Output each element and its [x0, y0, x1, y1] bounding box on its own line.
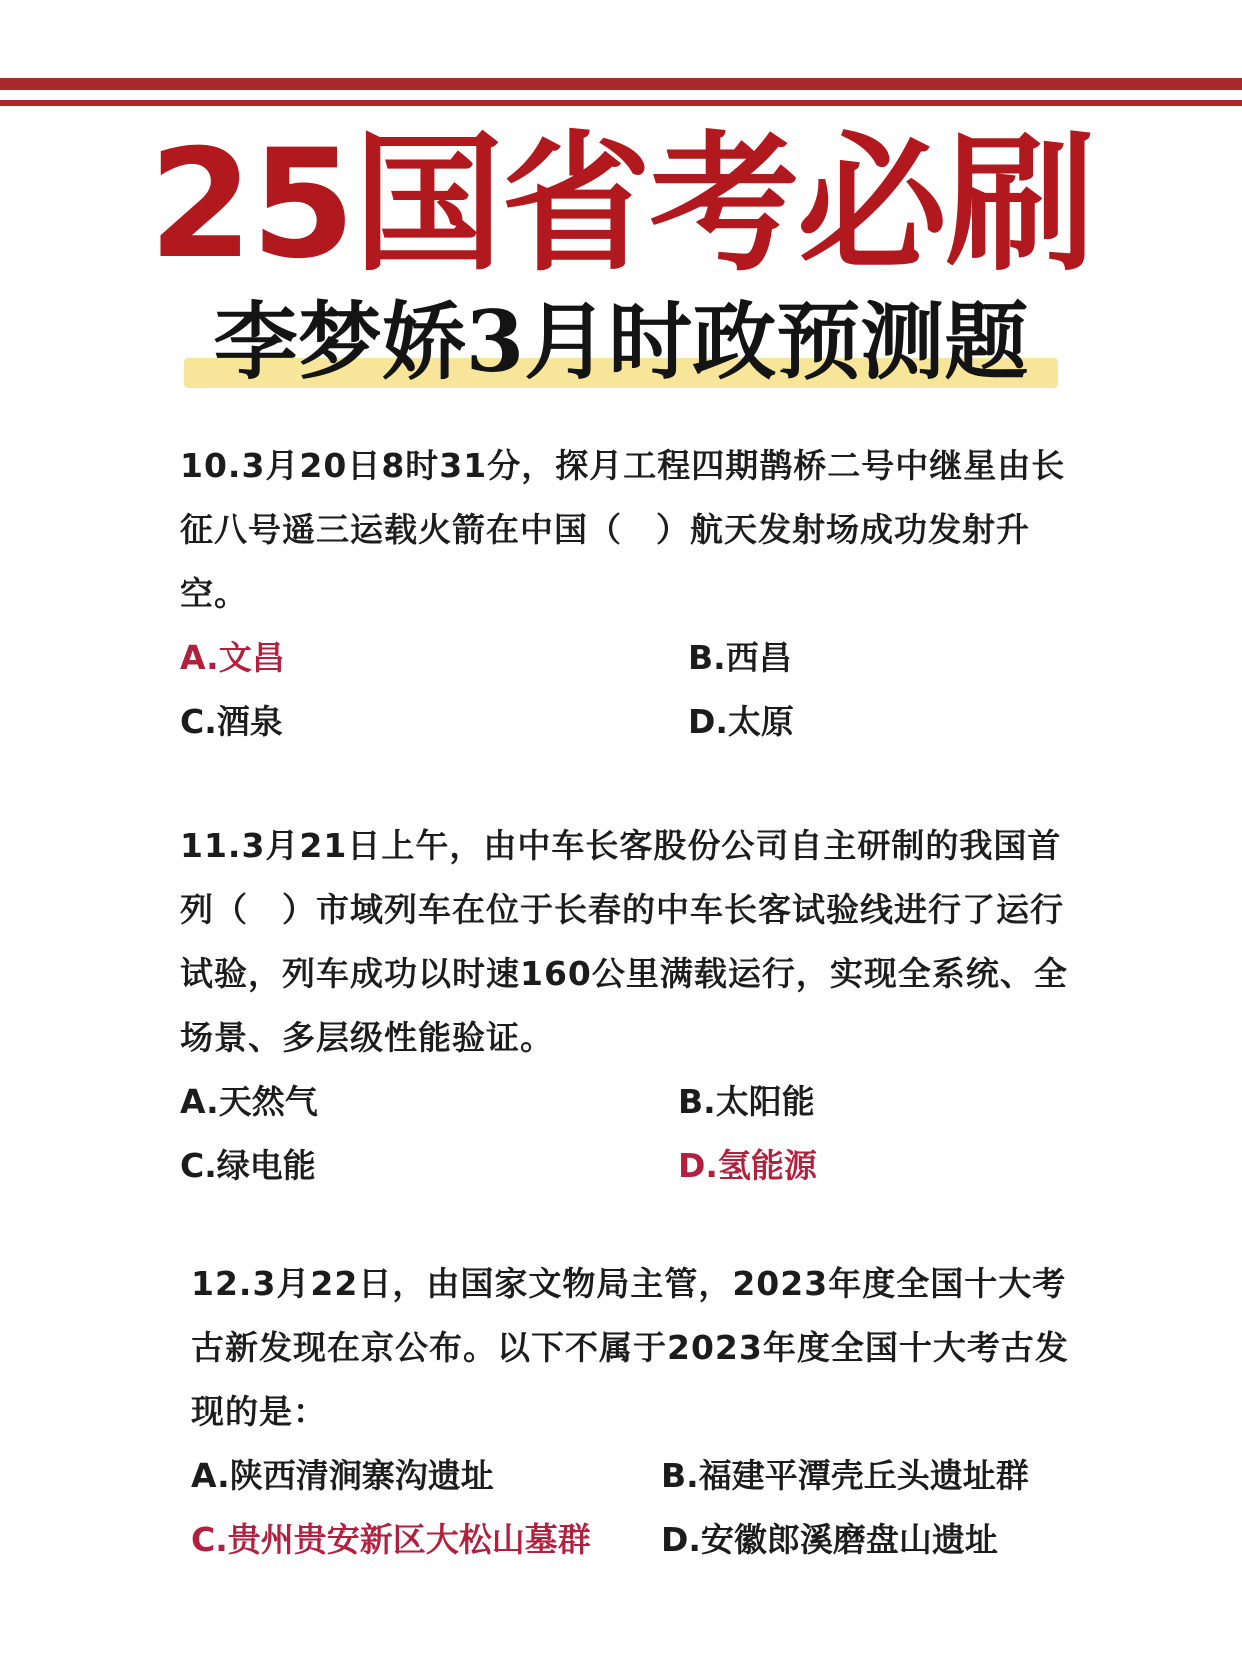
option-b: B.福建平潭壳丘头遗址群	[661, 1456, 1029, 1495]
main-title: 25国省考必刷	[148, 118, 1094, 292]
options-row	[180, 1134, 1080, 1198]
question-12	[191, 1252, 1081, 1572]
options-row	[191, 1444, 1081, 1508]
option-c: C.绿电能	[180, 1146, 316, 1185]
options-row	[180, 626, 1080, 690]
option-d: D.安徽郎溪磨盘山遗址	[661, 1520, 998, 1559]
option-a: A.天然气	[180, 1082, 318, 1121]
option-d-correct: D.氢能源	[678, 1146, 817, 1185]
option-a-correct: A.文昌	[180, 638, 285, 677]
question-text: 12.3月22日，由国家文物局主管，2023年度全国十大考古新发现在京公布。以下不属于2023年度全国十大考古发现的是：	[191, 1264, 1069, 1431]
subtitle-text: 李梦娇3月时政预测题	[213, 292, 1029, 391]
top-stripe-thin	[0, 100, 1242, 106]
question-10	[180, 434, 1080, 754]
question-text: 10.3月20日8时31分，探月工程四期鹊桥二号中继星由长征八号遥三运载火箭在中国（ ）航天发射场成功发射升空。	[180, 446, 1066, 613]
options	[191, 1444, 1081, 1572]
question-11	[180, 814, 1080, 1198]
top-stripe-thick	[0, 78, 1242, 90]
option-b: B.西昌	[688, 638, 792, 677]
option-c: C.酒泉	[180, 702, 283, 741]
option-d: D.太原	[688, 702, 794, 741]
option-a: A.陕西清涧寨沟遗址	[191, 1456, 494, 1495]
options-row	[180, 1070, 1080, 1134]
options	[180, 1070, 1080, 1198]
option-c-correct: C.贵州贵安新区大松山墓群	[191, 1520, 591, 1559]
options	[180, 626, 1080, 754]
question-text: 11.3月21日上午，由中车长客股份公司自主研制的我国首列（ ）市域列车在位于长春的中车长客试验线进行了运行试验，列车成功以时速160公里满载运行，实现全系统、全场景、多层级性能验证。	[180, 826, 1068, 1057]
option-b: B.太阳能	[678, 1082, 815, 1121]
options-row	[180, 690, 1080, 754]
subtitle-banner	[0, 292, 1242, 392]
subtitle	[184, 292, 1058, 392]
options-row	[191, 1508, 1081, 1572]
